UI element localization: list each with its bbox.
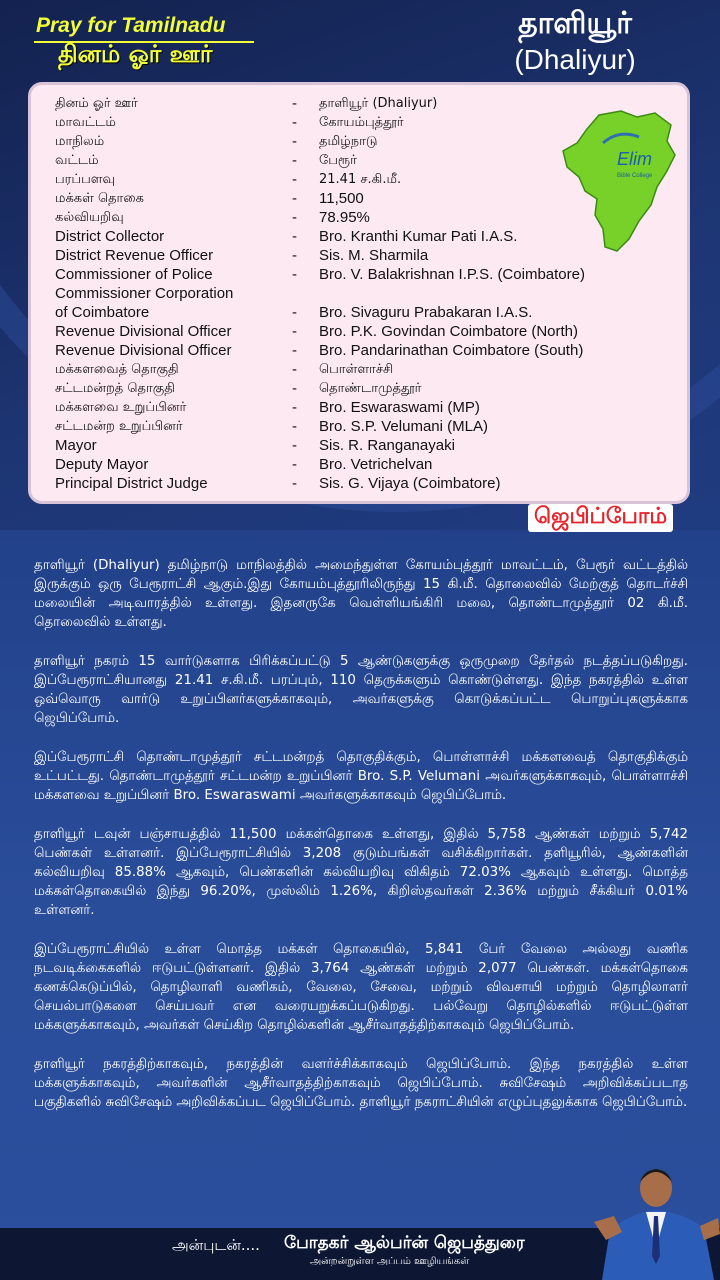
info-row (55, 304, 585, 323)
info-separator: - (292, 209, 297, 226)
info-value: Bro. Sivaguru Prabakaran I.A.S. (319, 304, 533, 321)
info-separator: - (292, 437, 297, 454)
footer-pastor-name: போதகர் ஆல்பர்ன் ஜெபத்துரை (284, 1233, 525, 1253)
info-label: of Coimbatore (55, 304, 150, 321)
info-label: தினம் ஓர் ஊர் (55, 96, 138, 111)
info-separator: - (292, 380, 297, 397)
info-row (55, 399, 585, 418)
info-label: Mayor (55, 437, 97, 454)
info-row (55, 380, 585, 399)
info-separator: - (292, 133, 297, 150)
info-row (55, 209, 585, 228)
article-paragraph: தாளியூர் நகரத்திற்காகவும், நகரத்தின் வளர்ச்சிக்காகவும் ஜெபிப்போம். இந்த நகரத்தில் உள்ள மக்களுக்காகவும், அவர்களின் ஆசீர்வாதத்திற்காகவும் ஜெபிப்போம். சுவிசேஷம் அறிவிக்கப்படாத பகுதிகளில் சுவிசேஷம் அறிவிக்கப்பட ஜெபிப்போம். தாளியூர் நகராட்சியின் எழுப்புதலுக்காக ஜெபிப்போம். (34, 1057, 688, 1110)
info-row (55, 190, 585, 209)
info-label: Principal District Judge (55, 475, 208, 492)
info-row (55, 95, 585, 114)
info-separator: - (292, 247, 297, 264)
info-row (55, 228, 585, 247)
info-label: மாநிலம் (55, 134, 105, 149)
info-separator: - (292, 171, 297, 188)
info-row (55, 152, 585, 171)
info-card (28, 82, 690, 504)
info-separator: - (292, 456, 297, 473)
pray-badge: ஜெபிப்போம் (528, 504, 673, 532)
article-paragraph: தாளியூர் நகரம் 15 வார்டுகளாக பிரிக்கப்பட்டு 5 ஆண்டுகளுக்கு ஒருமுறை தேர்தல் நடத்தப்படுகிறது. இப்பேரூராட்சியானது 21.41 ச.கி.மீ. பரப்பும், 110 தெருக்களும் கொண்டுள்ளது. இந்த நகரத்தில் உள்ள ஒவ்வொரு வார்டு உறுப்பினர்களுக்காகவும், அவர்களுக்கு கொடுக்கப்பட்ட பொறுப்புகளுக்காக ஜெபிப்போம். (34, 654, 688, 726)
info-row (55, 418, 585, 437)
info-value: தாளியூர் (Dhaliyur) (319, 96, 438, 111)
info-label: கல்வியறிவு (55, 210, 124, 225)
info-row (55, 247, 585, 266)
info-value: Bro. V. Balakrishnan I.P.S. (Coimbatore) (319, 266, 585, 283)
info-value: 78.95% (319, 209, 370, 226)
footer-with-love: அன்புடன்.... (172, 1236, 260, 1254)
info-row (55, 285, 585, 304)
info-separator: - (292, 95, 297, 112)
pastor-photo (592, 1160, 720, 1280)
info-separator: - (292, 114, 297, 131)
info-label: மக்கள் தொகை (55, 191, 144, 206)
info-row (55, 133, 585, 152)
article-paragraph: இப்பேரூராட்சியில் உள்ள மொத்த மக்கள் தொகையில், 5,841 பேர் வேலை அல்லது வணிக நடவடிக்கைகளில் ஈடுபட்டுள்ளனர். இதில் 3,764 ஆண்கள் மற்றும் 2,077 பெண்கள். மக்கள்தொகை கணக்கெடுப்பில், தொழிலாளி வணிகம், வேலை, சேவை, மற்றும் விவசாயி மற்றும் தொழிலாளர் செயல்பாடுகளை செய்பவர் என வரையறுக்கப்படுகிறது. பல்வேறு தொழில்களில் ஈடுபட்டுள்ள மக்களுக்காகவும், அவர்கள் செய்கிற தொழில்களின் ஆசீர்வாதத்திற்காகவும் ஜெபிப்போம். (34, 942, 688, 1033)
info-value: தமிழ்நாடு (319, 134, 378, 149)
info-value: கோயம்புத்தூர் (319, 115, 404, 130)
info-value: Bro. Kranthi Kumar Pati I.A.S. (319, 228, 518, 245)
dinam-oor-subtitle: தினம் ஓர் ஊர் (58, 40, 213, 68)
info-row (55, 171, 585, 190)
info-separator: - (292, 361, 297, 378)
info-row (55, 342, 585, 361)
info-value: பொள்ளாச்சி (319, 362, 394, 377)
info-value: Sis. M. Sharmila (319, 247, 429, 264)
info-row (55, 323, 585, 342)
info-value: Bro. Eswaraswami (MP) (319, 399, 480, 416)
info-value: Bro. Vetrichelvan (319, 456, 433, 473)
info-separator: - (292, 266, 297, 283)
info-label: Revenue Divisional Officer (55, 323, 232, 340)
info-row (55, 361, 585, 380)
info-value: 11,500 (319, 190, 364, 207)
info-row (55, 266, 585, 285)
tamilnadu-map-icon (559, 107, 699, 257)
info-label: மக்களவைத் தொகுதி (55, 362, 179, 377)
info-value: Bro. S.P. Velumani (MLA) (319, 418, 488, 435)
info-separator: - (292, 475, 297, 492)
info-label: சட்டமன்றத் தொகுதி (55, 381, 175, 396)
info-label: District Revenue Officer (55, 247, 214, 264)
info-label: சட்டமன்ற உறுப்பினர் (55, 419, 183, 434)
info-separator: - (292, 342, 297, 359)
info-label: Commissioner of Police (55, 266, 213, 283)
info-row (55, 475, 585, 494)
info-separator: - (292, 323, 297, 340)
article-paragraph: இப்பேரூராட்சி தொண்டாமுத்தூர் சட்டமன்றத் தொகுதிக்கும், பொள்ளாச்சி மக்களவைத் தொகுதிக்கும் உட்பட்டது. தொண்டாமுத்தூர் சட்டமன்ற உறுப்பினர் Bro. S.P. Velumani அவர்களுக்காகவும், பொள்ளாச்சி மக்களவை உறுப்பினர் Bro. Eswaraswami அவர்களுக்காகவும் ஜெபிப்போம். (34, 750, 688, 803)
info-separator: - (292, 228, 297, 245)
info-label: பரப்பளவு (55, 172, 115, 187)
elim-logo-subtext: Bible College (617, 173, 653, 179)
info-separator: - (292, 399, 297, 416)
info-value: 21.41 ச.கி.மீ. (319, 172, 402, 187)
elim-logo-text: Elim (617, 149, 652, 169)
article-body (34, 556, 688, 1132)
info-separator: - (292, 190, 297, 207)
info-row (55, 437, 585, 456)
info-value: Bro. Pandarinathan Coimbatore (South) (319, 342, 584, 359)
info-label: மாவட்டம் (55, 115, 116, 130)
info-label: வட்டம் (55, 153, 99, 168)
footer-ministry-name: அன்றன்றுள்ள அப்பம் ஊழியங்கள் (310, 1256, 470, 1267)
info-label: Revenue Divisional Officer (55, 342, 232, 359)
info-value: Sis. R. Ranganayaki (319, 437, 455, 454)
info-row (55, 114, 585, 133)
info-value: Bro. P.K. Govindan Coimbatore (North) (319, 323, 579, 340)
info-label: மக்களவை உறுப்பினர் (55, 400, 187, 415)
info-value: Sis. G. Vijaya (Coimbatore) (319, 475, 501, 492)
info-value: தொண்டாமுத்தூர் (319, 381, 422, 396)
info-value: பேரூர் (319, 153, 357, 168)
info-separator: - (292, 418, 297, 435)
info-separator: - (292, 304, 297, 321)
info-row (55, 456, 585, 475)
pray-for-tamilnadu-title: Pray for Tamilnadu (36, 14, 226, 37)
info-label: District Collector (55, 228, 165, 245)
info-separator: - (292, 152, 297, 169)
info-label: Deputy Mayor (55, 456, 149, 473)
place-name-tamil: தாளியூர் (518, 6, 632, 41)
article-paragraph: தாளியூர் (Dhaliyur) தமிழ்நாடு மாநிலத்தில் அமைந்துள்ள கோயம்புத்தூர் மாவட்டம், பேரூர் வட்டத்தில் இருக்கும் ஒரு பேரூராட்சி ஆகும்.இது கோயம்புத்தூரிலிருந்து 15 கி.மீ. தொலைவில் மேற்குத் தொடர்ச்சி மலையின் அடிவாரத்தில் உள்ளது. இதனருகே வெள்ளியங்கிரி மலை, தொண்டாமுத்தூர் 02 கி.மீ. தொலைவில் உள்ளது. (34, 558, 688, 630)
article-paragraph: தாளியூர் டவுன் பஞ்சாயத்தில் 11,500 மக்கள்தொகை உள்ளது, இதில் 5,758 ஆண்கள் மற்றும் 5,742 பெண்கள் உள்ளனர். இப்பேரூராட்சியில் 3,208 குடும்பங்கள் வசிக்கிறார்கள். தளியூரில், ஆண்களின் கல்வியறிவு 85.88% ஆகவும், பெண்களின் கல்வியறிவு விகிதம் 72.03% ஆகவும் உள்ளது. மொத்த மக்கள்தொகையில் இந்து 96.20%, முஸ்லிம் 1.26%, கிறிஸ்தவர்கள் 2.36% மற்றும் சீக்கியர் 0.01% உள்ளனர். (34, 827, 688, 918)
info-label: Commissioner Corporation (55, 285, 234, 302)
info-table (55, 95, 585, 494)
place-name-english: (Dhaliyur) (514, 44, 636, 75)
